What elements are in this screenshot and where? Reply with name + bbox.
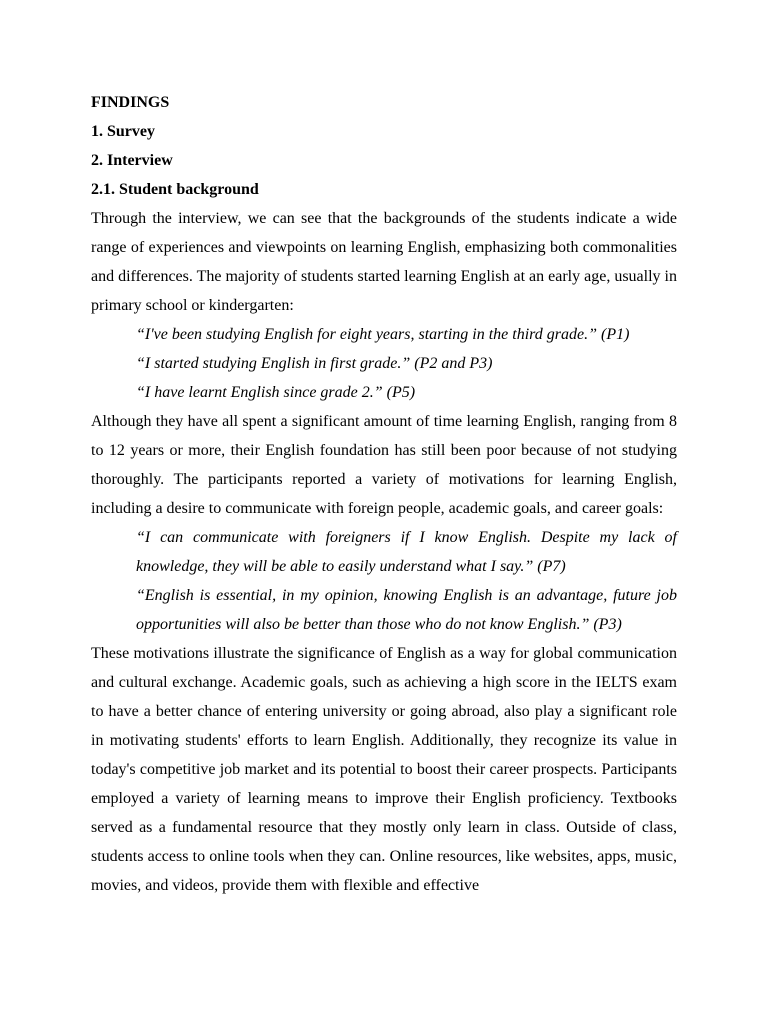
- section-heading-survey: 1. Survey: [91, 123, 155, 140]
- paragraph-background-intro: Through the interview, we can see that the backgrounds of the students indicate a wide range of experiences and viewpoints on learning English, emphasizing both commonalities and differences. The majority of students started learning English at an early age, usually in primary school or kindergarten:: [91, 210, 677, 314]
- quote-p1: “I've been studying English for eight years, starting in the third grade.” (P1): [136, 326, 630, 343]
- subsection-heading-student-background: 2.1. Student background: [91, 181, 259, 198]
- section-heading-findings: FINDINGS: [91, 94, 170, 111]
- document-body: [91, 88, 677, 900]
- quote-p5: “I have learnt English since grade 2.” (P5): [136, 384, 416, 401]
- paragraph-motivations: Although they have all spent a significant amount of time learning English, ranging from 8 to 12 years or more, their English foundation has still been poor because of not studying thoroughly. The participants reported a variety of motivations for learning English, including a desire to communicate with foreign people, academic goals, and career goals:: [91, 413, 677, 517]
- section-heading-interview: 2. Interview: [91, 152, 173, 169]
- paragraph-learning-means: These motivations illustrate the significance of English as a way for global communication and cultural exchange. Academic goals, such as achieving a high score in the IELTS exam to have a better chance of entering university or going abroad, also play a significant role in motivating students' efforts to learn English. Additionally, they recognize its value in today's competitive job market and its potential to boost their career prospects. Participants employed a variety of learning means to improve their English proficiency. Textbooks served as a fundamental resource that they mostly only learn in class. Outside of class, students access to online tools when they can. Online resources, like websites, apps, music, movies, and videos, provide them with flexible and effective: [91, 645, 677, 894]
- quote-p2-p3: “I started studying English in first grade.” (P2 and P3): [136, 355, 493, 372]
- quote-p7: “I can communicate with foreigners if I know English. Despite my lack of knowledge, they will be able to easily understand what I say.” (P7): [136, 529, 677, 575]
- quote-p3: “English is essential, in my opinion, knowing English is an advantage, future job opportunities will also be better than those who do not know English.” (P3): [136, 587, 677, 633]
